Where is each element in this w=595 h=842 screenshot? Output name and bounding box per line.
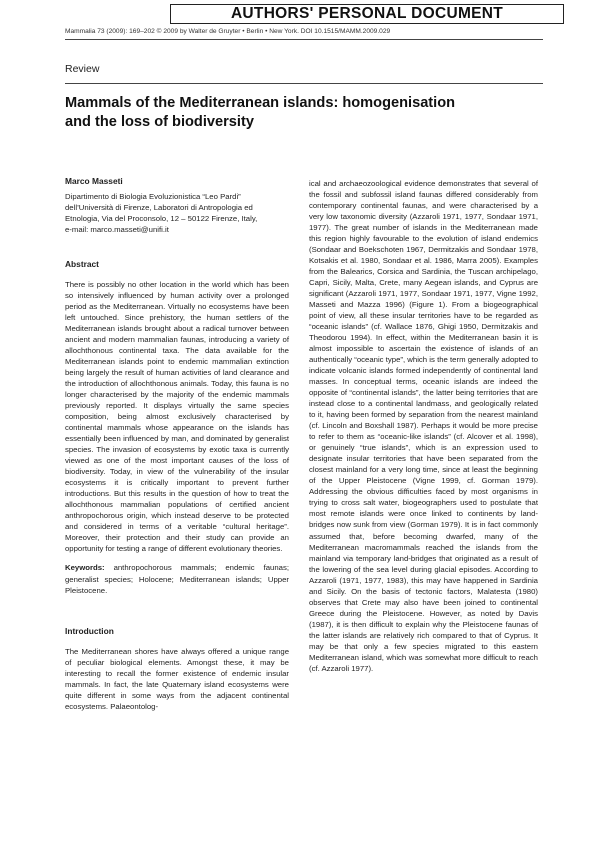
affiliation-line: dell’Università di Firenze, Laboratori di Antropologia ed: [65, 203, 253, 213]
author-email: e-mail: marco.masseti@unifi.it: [65, 225, 169, 235]
article-type: Review: [65, 63, 100, 75]
introduction-heading: Introduction: [65, 625, 114, 636]
left-column: [65, 176, 289, 712]
abstract-text: There is possibly no other location in the world which has been so intensively influenced by human activity over a prolonged period as the Mediterranean. Virtually no ecosystems have been left untouched. Since prehistory, the human settlers of the Mediterranean islands brought about a radical turnover between ancient and modern mammalian faunas, introducing a variety of allochthonous continental taxa. The data available for the Mediterranean islands point to endemic mammalian extinction being largely the result of human activities of land clearance and the introduction of allochthonous animals. Today, this fauna is no longer characterised by the majority of the endemic mammals previously reported. It displays virtually the same species composition, being almost exclusively characterised by continental mammals whose appearance on the islands has essentially been influenced by man, and dominated by generalist species. The invasion of ecosystems by exotic taxa is currently viewed as one of the most important causes of the loss of biodiversity. Today, in view of the vulnerability of the insular ecosystems it is critically important to prevent further introductions. But this results in the question of how to treat the allochthonous mammalian populations of certified ancient anthropochorous origin, which instead deserve to be protected and considered in terms of a veritable “cultural heritage”. Moreover, their protection and their study can provide an opportunity for testing a range of different evolutionary theories.: [65, 280, 289, 554]
abstract-heading: Abstract: [65, 259, 99, 270]
affiliation-line: Etnologia, Via del Proconsolo, 12 – 50122 Firenze, Italy,: [65, 214, 258, 224]
right-column-text: ical and archaeozoological evidence demonstrates that several of the fossil and subfossil island faunas differed considerably from contemporary continental faunas, and were characterised by a very low taxonomic diversity (Azzaroli 1971, 1977, Sondaar 1971, 1977). The great number of islands in the Mediterranean made this region highly favourable to the evolution of island endemics (Sondaar and Boekschoten 1967, Dermitzakis and Sondaar 1978, Kotsakis et al. 1980, Sondaar et al. 1986, Marra 2005). Examples from the Balearics, Corsica and Sardinia, the Tuscan archipelago, Capri, Sicily, Malta, Crete, many Aegean islands, and Cyprus are significant (Azzaroli 1971, 1977, Sondaar 1971, 1977, Vigne 1992, Masseti and Mazza 1996) (Figure 1). From a biogeographical point of view, all these insular territories have to be regarded as “oceanic islands” (cf. Wallace 1876, Ghigi 1950, Dermitzakis and Theodorou 1994). In effect, within the Mediterranean basin it is almost impossible to ascertain the existence of islands of an authentically “oceanic type”, which is the term generally adopted to indicate volcanic islands formed independently of continental land masses. In conceptual terms, oceanic islands are indeed the opposite of “continental islands”, the latter being territories that are instead close to a continental landmass, and geologically related to it, having been formed by separation from the nearest mainland (cf. Lincoln and Boxshall 1987). Perhaps it would be more precise to refer to them as “oceanic-like islands” (cf. Alcover et al. 1998), or genuinely “true islands”, which is an expression used to designate insular territories that have been separated from the closest mainland for a very long time, since at least the beginning of the Upper Pleistocene (Vigne 1999, cf. Gorman 1979). Addressing the obvious difficulties faced by most organisms in trying to cross salt water, biogeographers used to postulate that most remote islands were once linked to continents by land-bridges now sunk from view (Gorman 1979). It is in fact commonly assumed that, before becoming dwarfed, many of the Mediterranean macromammals reached the islands from the mainland via temporary land-bridges that originated as a result of the lowering of the sea level during glacial episodes. According to Azzaroli (1971, 1977, 1983), this may have happened in Sardinia and Sicily. On the basis of tectonic factors, Malatesta (1980) observes that Crete may also have been joined to continental Greece during the Pleistocene. However, as noted by Davis (1987), it is then difficult to explain why the Pleistocene faunas of the latter islands are relatively rich compared to that of Cyprus. It may be that only a few species migrated to this eastern Mediterranean island, which was somewhat more difficult to reach (cf. Azzaroli 1977).: [309, 179, 538, 673]
article-title: Mammals of the Mediterranean islands: homogenisation and the loss of biodiversity: [65, 95, 456, 130]
right-column: [309, 178, 538, 674]
author-affiliation: [65, 191, 289, 235]
keywords-list: anthropochorous mammals; endemic faunas; generalist species; Holocene; Mediterranean islands; Upper Pleistocene.: [65, 563, 289, 595]
journal-citation: Mammalia 73 (2009): 169–202 © 2009 by Walter de Gruyter • Berlin • New York. DOI 10.1515/MAMM.2009.029: [65, 28, 391, 35]
authors-personal-document-banner: AUTHORS' PERSONAL DOCUMENT: [170, 4, 564, 24]
keywords-label: Keywords:: [65, 563, 105, 573]
author-name: Marco Masseti: [65, 176, 123, 186]
affiliation-line: Dipartimento di Biologia Evoluzionistica “Leo Pardi”: [65, 192, 241, 202]
article-type-divider: [65, 83, 543, 84]
introduction-text: The Mediterranean shores have always offered a unique range of peculiar biological elements. Amongst these, it may be interesting to recall the former existence of endemic insular mammals. In fact, the late Quaternary island ecosystems were quite different in some ways from the adjacent continental ecosystems. Palaeontolog-: [65, 646, 289, 711]
header-divider: [65, 39, 543, 40]
keywords: [65, 562, 289, 595]
